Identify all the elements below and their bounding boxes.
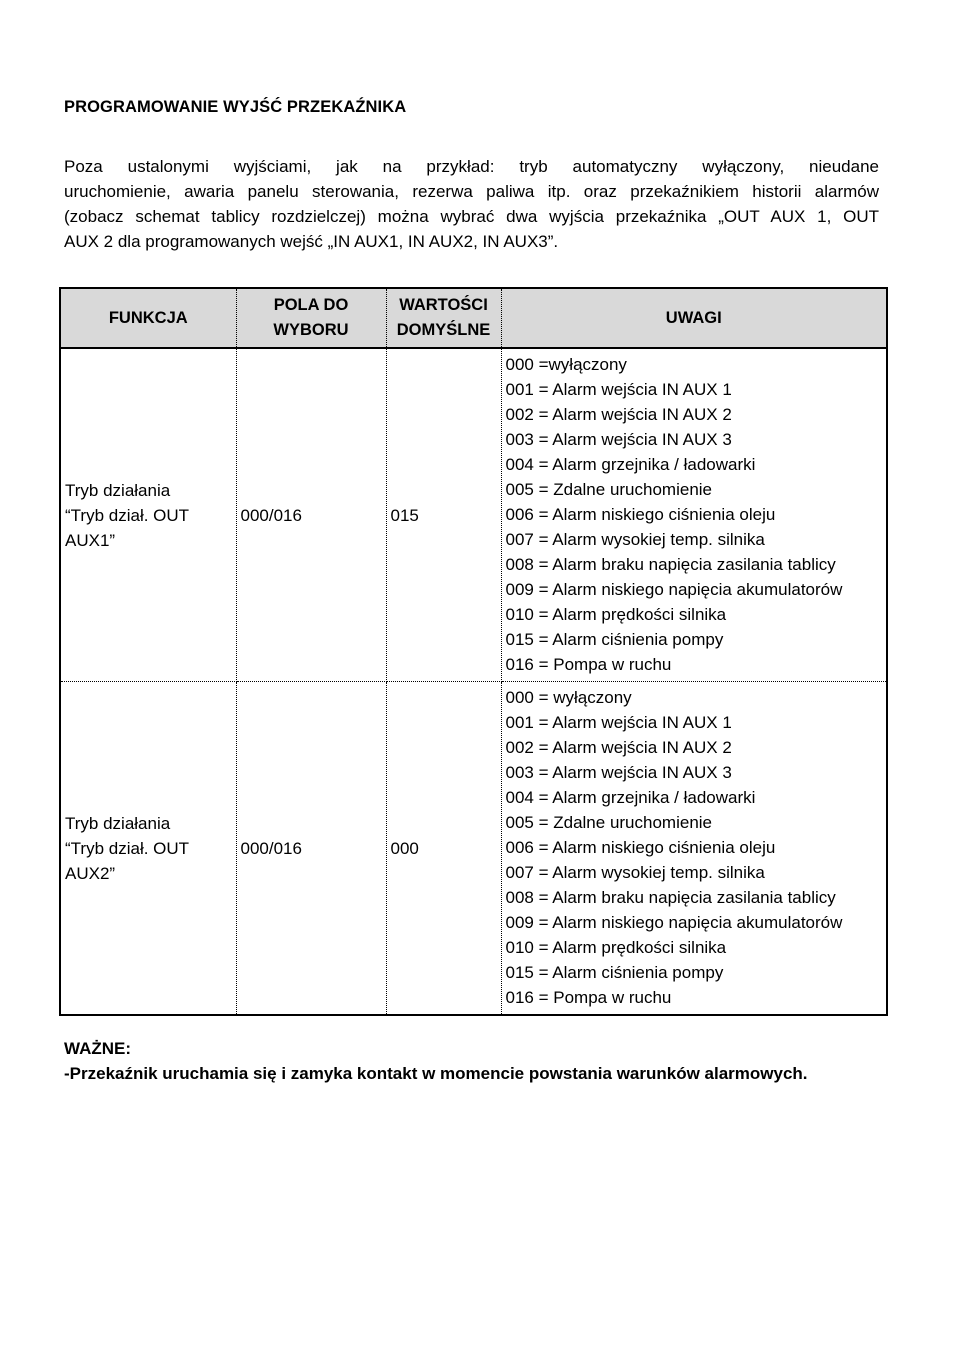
note-line: 006 = Alarm niskiego ciśnienia oleju	[505, 505, 776, 524]
note-line: 002 = Alarm wejścia IN AUX 2	[505, 738, 732, 757]
note-line: 003 = Alarm wejścia IN AUX 3	[505, 763, 732, 782]
note-line: 009 = Alarm niskiego napięcia akumulatorów	[505, 913, 843, 932]
important-heading: WAŻNE:	[64, 1039, 132, 1058]
range-cell: 000/016	[236, 348, 386, 682]
default-cell: 015	[386, 348, 501, 682]
note-line: 000 = wyłączony	[505, 688, 632, 707]
header-pola-do-wyboru: POLA DO WYBORU	[236, 288, 386, 348]
table-header-row	[60, 288, 887, 348]
function-cell: Tryb działania “Tryb dział. OUT AUX1”	[60, 348, 236, 682]
note-line: 004 = Alarm grzejnika / ładowarki	[505, 788, 756, 807]
note-line: 003 = Alarm wejścia IN AUX 3	[505, 430, 732, 449]
note-line: 007 = Alarm wysokiej temp. silnika	[505, 530, 765, 549]
note-line: 015 = Alarm ciśnienia pompy	[505, 963, 724, 982]
header-uwagi: UWAGI	[501, 288, 887, 348]
note-line: 007 = Alarm wysokiej temp. silnika	[505, 863, 765, 882]
note-line: 016 = Pompa w ruchu	[505, 988, 672, 1007]
header-funkcja: FUNKCJA	[60, 288, 236, 348]
intro-line: AUX 2 dla programowanych wejść „IN AUX1, IN AUX2, IN AUX3”.	[64, 232, 559, 251]
function-cell: Tryb działania “Tryb dział. OUT AUX2”	[60, 682, 236, 1016]
table-row	[60, 682, 887, 1016]
notes-cell	[501, 348, 887, 682]
note-line: 005 = Zdalne uruchomienie	[505, 480, 712, 499]
note-line: 005 = Zdalne uruchomienie	[505, 813, 712, 832]
default-cell: 000	[386, 682, 501, 1016]
note-line: 006 = Alarm niskiego ciśnienia oleju	[505, 838, 776, 857]
note-line: 001 = Alarm wejścia IN AUX 1	[505, 713, 732, 732]
note-line: 016 = Pompa w ruchu	[505, 655, 672, 674]
important-text: -Przekaźnik uruchamia się i zamyka kontakt w momencie powstania warunków alarmowych.	[64, 1064, 808, 1083]
note-line: 004 = Alarm grzejnika / ładowarki	[505, 455, 756, 474]
header-wartosci-domyslne: WARTOŚCI DOMYŚLNE	[386, 288, 501, 348]
table-row	[60, 348, 887, 682]
note-line: 009 = Alarm niskiego napięcia akumulatorów	[505, 580, 843, 599]
note-line: 015 = Alarm ciśnienia pompy	[505, 630, 724, 649]
relay-output-table	[59, 287, 888, 1016]
notes-cell	[501, 682, 887, 1016]
intro-paragraph	[64, 154, 879, 254]
note-line: 000 =wyłączony	[505, 355, 627, 374]
intro-line: Poza ustalonymi wyjściami, jak na przykład: tryb automatyczny wyłączony, nieudane	[64, 157, 879, 176]
intro-line: (zobacz schemat tablicy rozdzielczej) można wybrać dwa wyjścia przekaźnika „OUT AUX 1, OUT	[64, 207, 879, 226]
note-line: 001 = Alarm wejścia IN AUX 1	[505, 380, 732, 399]
note-line: 010 = Alarm prędkości silnika	[505, 605, 727, 624]
intro-line: uruchomienie, awaria panelu sterowania, rezerwa paliwa itp. oraz przekaźnikiem historii alarmów	[64, 182, 879, 201]
note-line: 008 = Alarm braku napięcia zasilania tablicy	[505, 555, 836, 574]
note-line: 002 = Alarm wejścia IN AUX 2	[505, 405, 732, 424]
note-line: 010 = Alarm prędkości silnika	[505, 938, 727, 957]
important-note	[64, 1036, 808, 1086]
note-line: 008 = Alarm braku napięcia zasilania tablicy	[505, 888, 836, 907]
range-cell: 000/016	[236, 682, 386, 1016]
page-title: PROGRAMOWANIE WYJŚĆ PRZEKAŹNIKA	[64, 98, 407, 116]
